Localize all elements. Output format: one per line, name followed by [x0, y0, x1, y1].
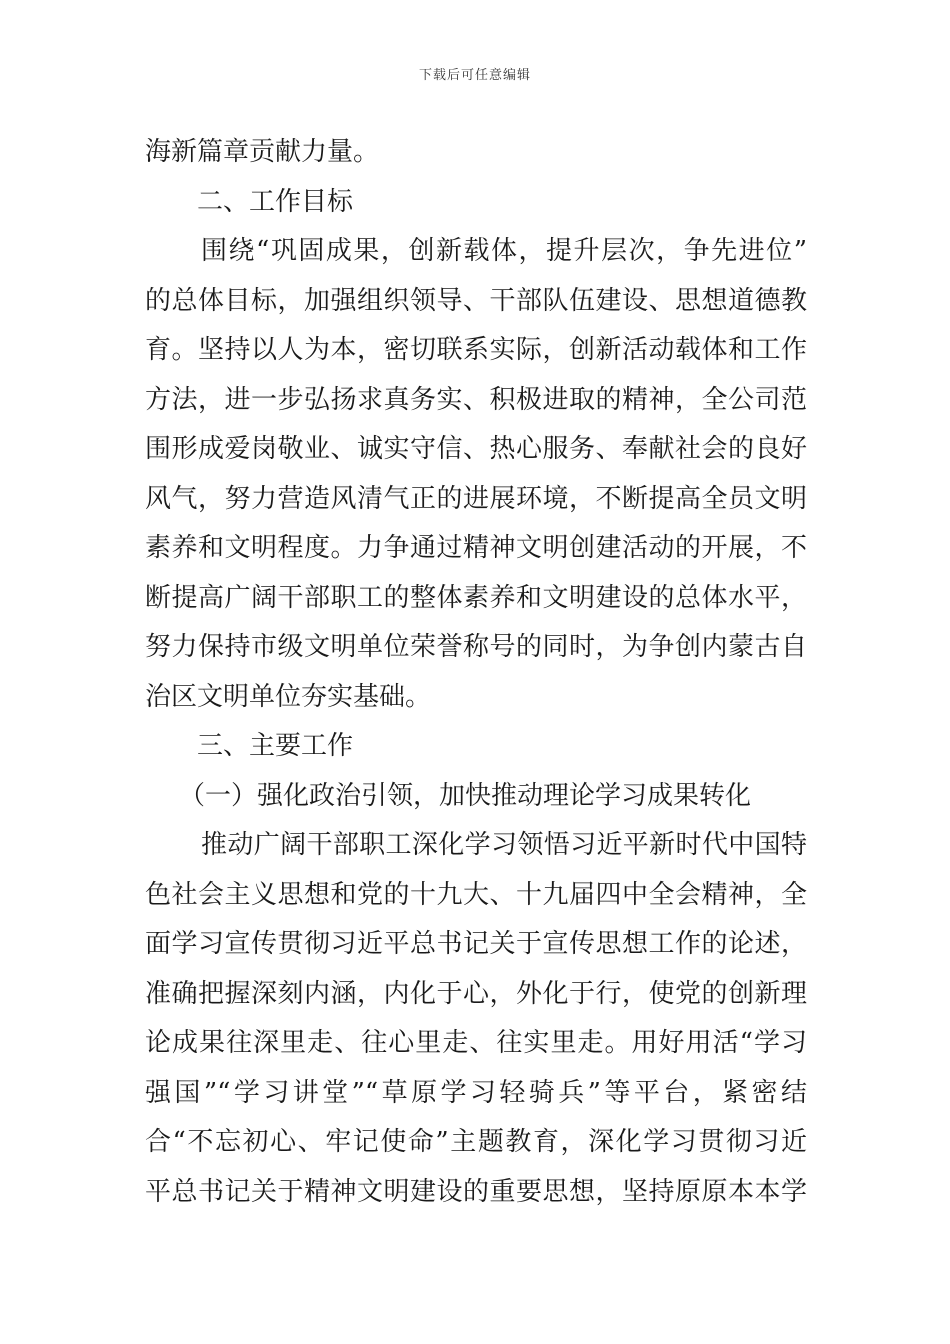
section-heading: 二、工作目标 [197, 186, 354, 217]
text-line: 风气，努力营造风清气正的进展环境，不断提高全员文明 [145, 483, 807, 514]
text-line: 论成果往深里走、往心里走、往实里走。用好用活“学习 [145, 1028, 807, 1058]
text-line: 方法，进一步弘扬求真务实、积极进取的精神，全公司范 [145, 384, 807, 415]
text-line: 素养和文明程度。力争通过精神文明创建活动的开展，不 [145, 533, 807, 563]
document-body [145, 128, 807, 1217]
text-line: 推动广阔干部职工深化学习领悟习近平新时代中国特 [201, 830, 807, 860]
text-line: 面学习宣传贯彻习近平总书记关于宣传思想工作的论述， [145, 929, 807, 959]
text-line: 的总体目标，加强组织领导、干部队伍建设、思想道德教 [145, 285, 807, 316]
text-line: 围绕“巩固成果，创新载体，提升层次，争先进位” [201, 236, 807, 266]
text-line: 合“不忘初心、牢记使命”主题教育，深化学习贯彻习近 [145, 1127, 807, 1157]
page-header-note: 下载后可任意编辑 [418, 68, 531, 83]
section-heading: 三、主要工作 [197, 731, 354, 761]
text-line: 断提高广阔干部职工的整体素养和文明建设的总体水平， [145, 582, 807, 613]
text-line: 围形成爱岗敬业、诚实守信、热心服务、奉献社会的良好 [145, 434, 807, 464]
text-line: 准确把握深刻内涵，内化于心，外化于行，使党的创新理 [145, 978, 807, 1009]
text-line: 强国”“学习讲堂”“草原学习轻骑兵”等平台，紧密结 [145, 1077, 807, 1108]
text-line: 努力保持市级文明单位荣誉称号的同时，为争创内蒙古自 [145, 632, 807, 662]
subsection-heading: （一）强化政治引领，加快推动理论学习成果转化 [179, 780, 752, 811]
text-line: 治区文明单位夯实基础。 [145, 681, 432, 712]
text-line: 育。坚持以人为本，密切联系实际，创新活动载体和工作 [145, 335, 807, 365]
text-line: 海新篇章贡献力量。 [145, 137, 380, 167]
text-line: 色社会主义思想和党的十九大、十九届四中全会精神，全 [145, 879, 807, 910]
text-line: 平总书记关于精神文明建设的重要思想，坚持原原本本学 [145, 1176, 807, 1207]
